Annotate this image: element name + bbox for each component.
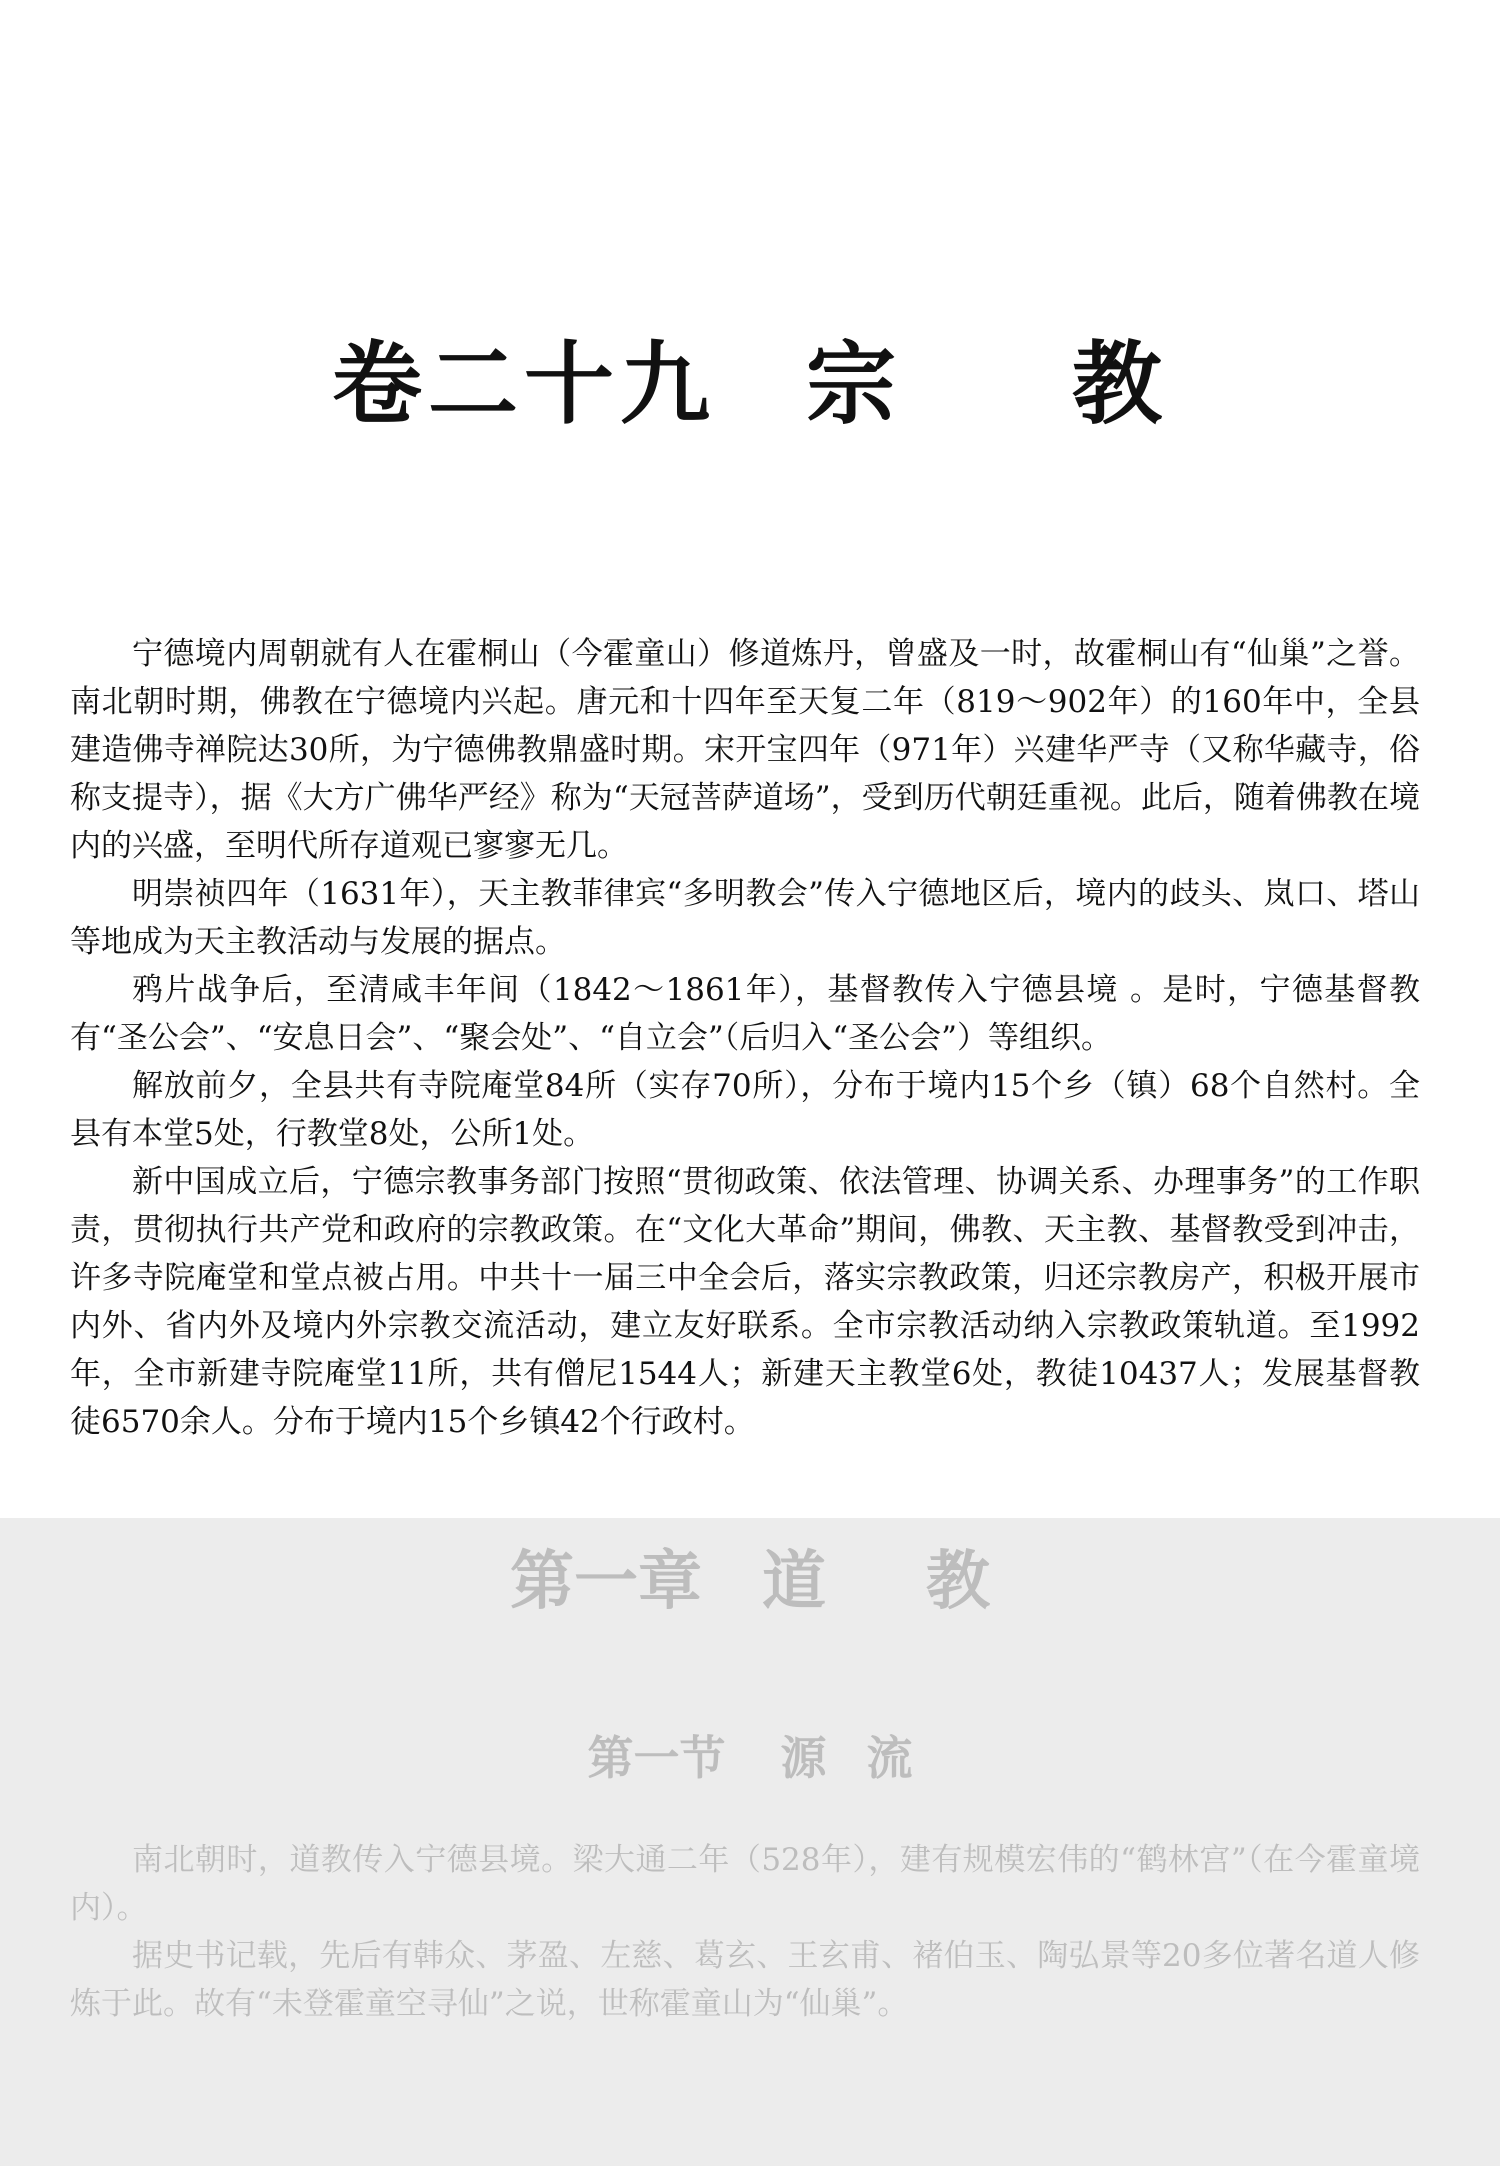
chapter-number: 第一章 xyxy=(510,1545,702,1619)
volume-title xyxy=(0,332,1500,437)
section-title-char-1: 源 xyxy=(780,1731,827,1785)
volume-title-char-2: 教 xyxy=(1072,332,1168,437)
section-title xyxy=(0,1731,1500,1785)
section-paragraph-2: 据史书记载，先后有韩众、茅盈、左慈、葛玄、王玄甫、褚伯玉、陶弘景等20多位著名道人修炼于此。故有“未登霍童空寻仙”之说，世称霍童山为“仙巢”。 xyxy=(70,1938,1420,2022)
chapter-title-char-2: 教 xyxy=(926,1545,990,1619)
section-title-char-2: 流 xyxy=(866,1731,913,1785)
intro-paragraph-3: 鸦片战争后，至清咸丰年间（1842～1861年），基督教传入宁德县境 。是时，宁德基督教有“圣公会”、“安息日会”、“聚会处”、“自立会”（后归入“圣公会”）等组织。 xyxy=(70,972,1420,1056)
section-text xyxy=(70,1836,1420,2028)
volume-title-char-1: 宗 xyxy=(806,332,902,437)
volume-number: 卷二十九 xyxy=(332,332,716,437)
chapter-title-char-1: 道 xyxy=(762,1545,826,1619)
intro-paragraph-4: 解放前夕，全县共有寺院庵堂84所（实存70所），分布于境内15个乡（镇）68个自然村。全县有本堂5处，行教堂8处，公所1处。 xyxy=(70,1068,1420,1152)
section-number: 第一节 xyxy=(587,1731,726,1785)
intro-paragraph-5: 新中国成立后，宁德宗教事务部门按照“贯彻政策、依法管理、协调关系、办理事务”的工作职责，贯彻执行共产党和政府的宗教政策。在“文化大革命”期间，佛教、天主教、基督教受到冲击，许多寺院庵堂和堂点被占用。中共十一届三中全会后，落实宗教政策，归还宗教房产，积极开展市内外、省内外及境内外宗教交流活动，建立友好联系。全市宗教活动纳入宗教政策轨道。至1992年，全市新建寺院庵堂11所，共有僧尼1544人；新建天主教堂6处，教徒10437人；发展基督教徒6570余人。分布于境内15个乡镇42个行政村。 xyxy=(70,1164,1420,1440)
intro-paragraph-2: 明崇祯四年（1631年），天主教菲律宾“多明教会”传入宁德地区后，境内的歧头、岚口、塔山等地成为天主教活动与发展的据点。 xyxy=(70,876,1420,960)
chapter-title xyxy=(0,1545,1500,1619)
section-paragraph-1: 南北朝时，道教传入宁德县境。梁大通二年（528年），建有规模宏伟的“鹤林宫”（在今霍童境内）。 xyxy=(70,1842,1420,1926)
intro-text xyxy=(70,630,1420,1446)
intro-paragraph-1: 宁德境内周朝就有人在霍桐山（今霍童山）修道炼丹，曾盛及一时，故霍桐山有“仙巢”之誉。南北朝时期，佛教在宁德境内兴起。唐元和十四年至天复二年（819～902年）的160年中，全县建造佛寺禅院达30所，为宁德佛教鼎盛时期。宋开宝四年（971年）兴建华严寺（又称华藏寺，俗称支提寺），据《大方广佛华严经》称为“天冠菩萨道场”，受到历代朝廷重视。此后，随着佛教在境内的兴盛，至明代所存道观已寥寥无几。 xyxy=(70,636,1420,864)
